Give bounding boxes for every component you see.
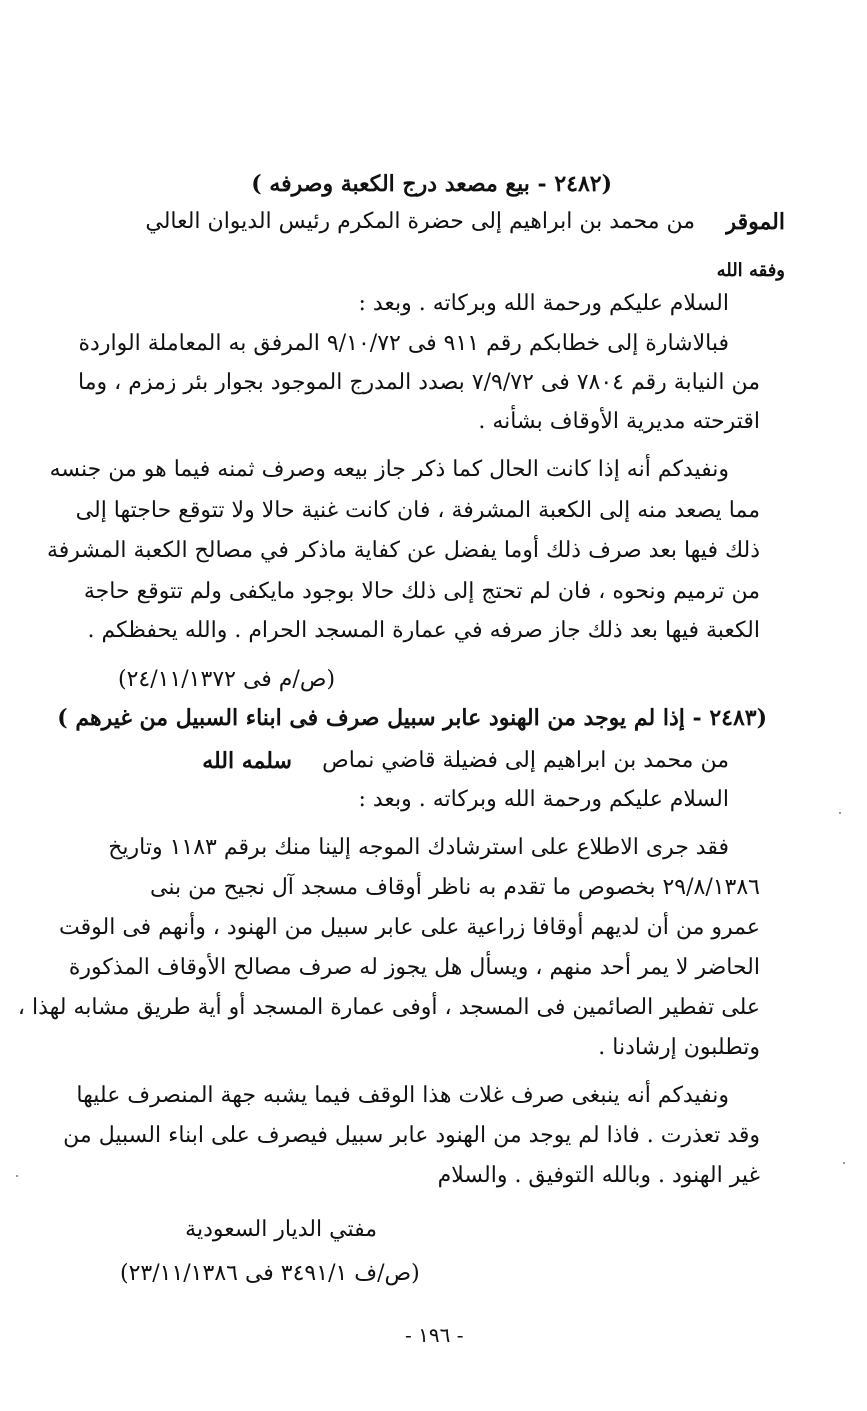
letter1-from: من محمد بن ابراهيم إلى حضرة المكرم رئيس الديوان العالي <box>145 209 695 234</box>
letter2-para1-line6: وتطلبون إرشادنا . <box>598 1035 760 1060</box>
letter1-para2-line5: الكعبة فيها بعد ذلك جاز صرفه في عمارة المسجد الحرام . والله يحفظكم . <box>87 618 760 643</box>
letter1-para2-line3: ذلك فيها بعد صرف ذلك أوما يفضل عن كفاية ماذكر في مصالح الكعبة المشرفة <box>46 538 760 563</box>
letter2-para1-line4: الحاضر لا يمر أحد منهم ، ويسأل هل يجوز له صرف مصالح الأوقاف المذكورة <box>68 955 760 980</box>
letter2-para1-line3: عمرو من أن لديهم أوقافا زراعية على عابر سبيل من الهنود ، وأنهم فى الوقت <box>59 915 760 940</box>
letter2-para1-line2: ٢٩/٨/١٣٨٦ بخصوص ما تقدم به ناظر أوقاف مسجد آل نجيح من بنى <box>150 875 760 900</box>
letter2-reference: (ص/ف ٣٤٩١/١ فى ٢٣/١١/١٣٨٦) <box>120 1261 420 1286</box>
letter2-para2-line3: غير الهنود . وبالله التوفيق . والسلام <box>437 1163 760 1188</box>
page-number: - ١٩٦ - <box>405 1323 464 1347</box>
letter1-heading: (٢٤٨٢ - بيع مصعد درج الكعبة وصرفه ) <box>251 171 612 197</box>
letter1-para1-line2: من النيابة رقم ٧٨٠٤ فى ٧/٩/٧٢ بصدد المدرج الموجود بجوار بئر زمزم ، وما <box>78 370 760 395</box>
letter1-para1-line3: اقترحته مديرية الأوقاف بشأنه . <box>478 409 760 434</box>
letter1-para2-line1: ونفيدكم أنه إذا كانت الحال كما ذكر جاز بيعه وصرف ثمنه فيما هو من جنسه <box>49 457 729 482</box>
letter1-greeting: السلام عليكم ورحمة الله وبركاته . وبعد : <box>358 291 729 316</box>
letter1-para1-line1: فبالاشارة إلى خطابكم رقم ٩١١ فى ٩/١٠/٧٢ المرفق به المعاملة الواردة <box>78 331 729 356</box>
scan-speck <box>16 1175 18 1177</box>
scan-speck <box>843 1162 845 1164</box>
letter2-from: من محمد بن ابراهيم إلى فضيلة قاضي نماص <box>322 748 729 773</box>
letter1-title-right: الموقر <box>725 209 785 235</box>
letter1-blessing: وفقه الله <box>716 260 785 281</box>
scan-speck <box>839 812 841 814</box>
letter1-para2-line2: مما يصعد منه إلى الكعبة المشرفة ، فان كانت غنية حالا ولا تتوقع حاجتها إلى <box>75 498 760 523</box>
letter2-greeting: السلام عليكم ورحمة الله وبركاته . وبعد : <box>358 787 729 812</box>
letter2-signature: مفتي الديار السعودية <box>185 1217 377 1242</box>
letter2-para1-line5: على تفطير الصائمين فى المسجد ، أوفى عمارة المسجد أو أية طريق مشابه لهذا ، <box>17 995 760 1020</box>
letter2-para2-line2: وقد تعذرت . فاذا لم يوجد من الهنود عابر سبيل فيصرف على ابناء السبيل من <box>63 1123 760 1148</box>
letter2-blessing: سلمه الله <box>202 748 292 774</box>
letter1-para2-line4: من ترميم ونحوه ، فان لم تحتج إلى ذلك حالا بوجود مايكفى ولم تتوقع حاجة <box>83 579 760 604</box>
letter2-heading: (٢٤٨٣ - إذا لم يوجد من الهنود عابر سبيل صرف فى ابناء السبيل من غيرهم ) <box>57 705 767 731</box>
letter2-para1-line1: فقد جرى الاطلاع على استرشادك الموجه إلينا منك برقم ١١٨٣ وتاريخ <box>108 835 729 860</box>
letter2-para2-line1: ونفيدكم أنه ينبغى صرف غلات هذا الوقف فيما يشبه جهة المنصرف عليها <box>76 1083 729 1108</box>
letter1-reference: (ص/م فى ٢٤/١١/١٣٧٢) <box>118 667 336 692</box>
